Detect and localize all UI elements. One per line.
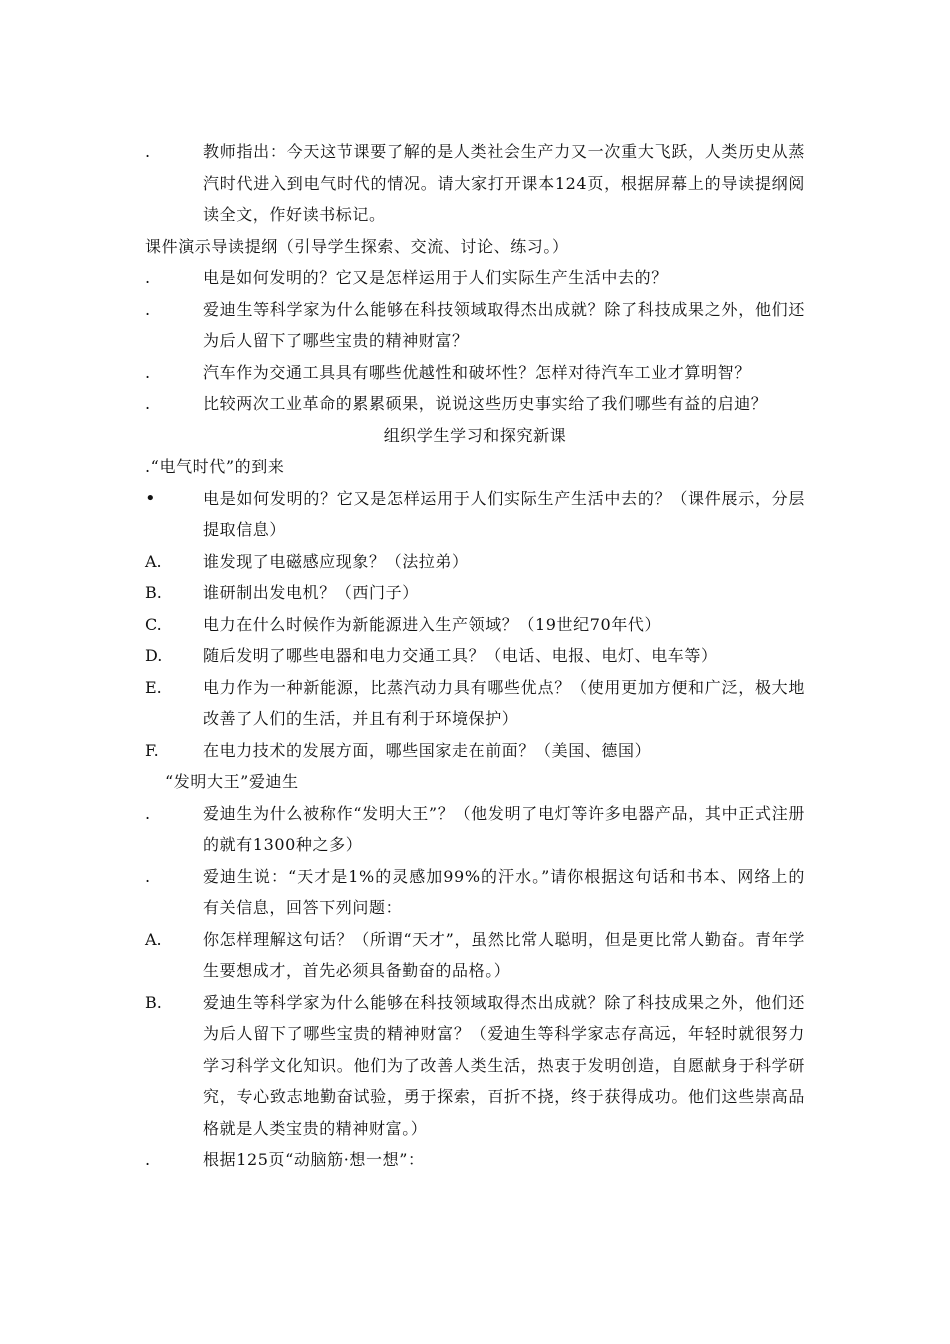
centered-title: 组织学生学习和探究新课 [383,425,567,445]
paragraph [145,136,805,231]
list-marker: B. [145,992,162,1012]
paragraph-text: 电力作为一种新能源，比蒸汽动力具有哪些优点？（使用更加方便和广泛，极大地改善了人们的生活，并且有利于环境保护） [203,677,805,728]
section-heading: “发明大王”爱迪生 [165,772,299,791]
paragraph [145,861,805,924]
paragraph [145,640,805,672]
list-marker: . [145,394,151,413]
document-body [145,136,805,1176]
paragraph [145,672,805,735]
paragraph-text: 谁发现了电磁感应现象？（法拉弟） [203,551,469,571]
paragraph [145,987,805,1145]
paragraph [145,357,805,389]
list-marker: . [145,299,151,319]
paragraph [145,388,805,420]
paragraph [145,1144,805,1176]
list-marker: . [145,1150,151,1169]
paragraph [145,483,805,546]
list-marker: . [145,803,151,823]
list-marker: B. [145,583,162,602]
list-marker: F. [145,740,159,760]
paragraph-text: 汽车作为交通工具具有哪些优越性和破坏性？怎样对待汽车工业才算明智？ [203,362,751,382]
section-heading: 课件演示导读提纲（引导学生探索、交流、讨论、练习。） [145,236,569,256]
paragraph [145,546,805,578]
paragraph-text: 电是如何发明的？它又是怎样运用于人们实际生产生活中去的？（课件展示，分层提取信息） [203,488,805,539]
paragraph [145,735,805,767]
paragraph [145,262,805,294]
list-marker: A. [145,929,162,949]
list-marker: A. [145,551,162,571]
paragraph-text: 谁研制出发电机？（西门子） [203,583,419,602]
list-marker: C. [145,614,162,634]
paragraph [145,577,805,609]
paragraph-text: 电是如何发明的？它又是怎样运用于人们实际生产生活中去的？ [203,268,668,287]
paragraph [145,294,805,357]
paragraph-text: 你怎样理解这句话？（所谓“天才”，虽然比常人聪明，但是更比常人勤奋。青年学生要想成才，首先必须具备勤奋的品格。） [203,929,805,980]
section-heading: .“电气时代”的到来 [145,457,285,476]
paragraph [145,609,805,641]
paragraph-text: 随后发明了哪些电器和电力交通工具？（电话、电报、电灯、电车等） [203,646,718,665]
paragraph-text: 电力在什么时候作为新能源进入生产领域？（19世纪70年代） [203,614,662,634]
paragraph-text: 爱迪生等科学家为什么能够在科技领域取得杰出成就？除了科技成果之外，他们还为后人留下了哪些宝贵的精神财富？（爱迪生等科学家志存高远，年轻时就很努力学习科学文化知识。他们为了改善人类生活，热衷于发明创造，自愿献身于科学研究，专心致志地勤奋试验，勇于探索，百折不挠，终于获得成功。他们这些崇高品格就是人类宝贵的精神财富。） [203,992,805,1138]
paragraph [145,924,805,987]
paragraph-text: 在电力技术的发展方面，哪些国家走在前面？（美国、德国） [203,740,652,760]
paragraph-text: 爱迪生为什么被称作“发明大王”？（他发明了电灯等许多电器产品，其中正式注册的就有1300种之多） [203,803,805,854]
paragraph-text: 爱迪生说：“天才是1%的灵感加99%的汗水。”请你根据这句话和书本、网络上的有关信息，回答下列问题： [203,866,805,917]
paragraph-text: 根据125页“动脑筋·想一想”： [203,1150,425,1169]
list-marker: . [145,142,151,161]
list-marker: . [145,362,151,382]
paragraph-text: 爱迪生等科学家为什么能够在科技领域取得杰出成就？除了科技成果之外，他们还为后人留下了哪些宝贵的精神财富？ [203,299,805,350]
paragraph-text: 比较两次工业革命的累累硕果，说说这些历史事实给了我们哪些有益的启迪？ [203,394,768,413]
list-marker: . [145,866,151,886]
bullet-marker: • [145,487,156,509]
list-marker: E. [145,677,162,697]
list-marker: . [145,268,151,287]
paragraph-text: 教师指出：今天这节课要了解的是人类社会生产力又一次重大飞跃，人类历史从蒸汽时代进入到电气时代的情况。请大家打开课本124页，根据屏幕上的导读提纲阅读全文，作好读书标记。 [203,142,805,224]
list-marker: D. [145,646,163,665]
paragraph [145,798,805,861]
